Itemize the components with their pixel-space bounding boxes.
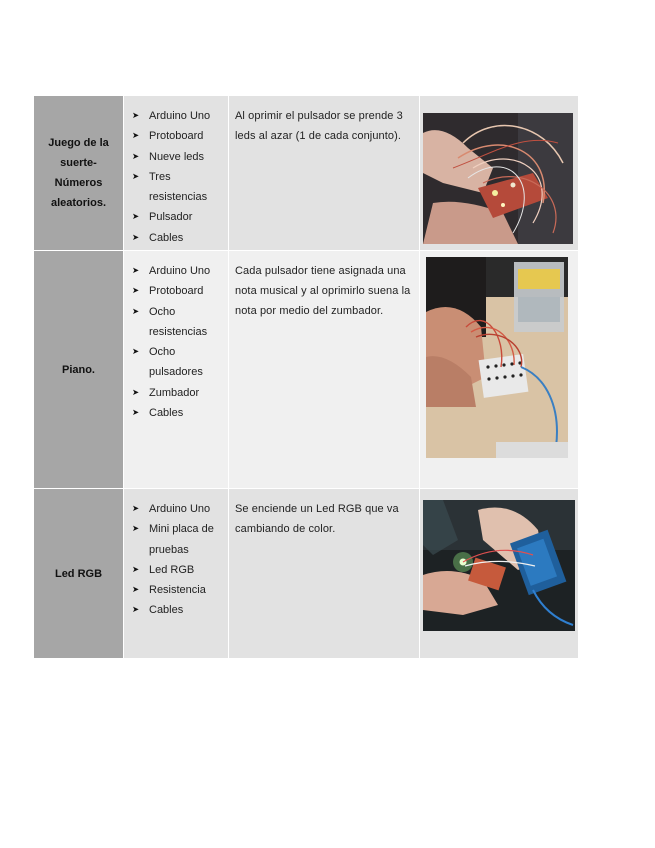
list-item: ➤ Arduino Uno (132, 106, 228, 126)
description-cell (229, 251, 420, 489)
list-item: ➤ Led RGB (132, 560, 228, 580)
project-name-cell (34, 96, 124, 251)
list-item: ➤ Protoboard (132, 281, 228, 301)
list-item: ➤ Tres resistencias (132, 167, 228, 208)
list-item: ➤ Pulsador (132, 207, 228, 227)
photo-cell (420, 96, 579, 251)
project-name-cell (34, 251, 124, 489)
list-item: ➤ Arduino Uno (132, 499, 228, 519)
list-item: ➤ Nueve leds (132, 147, 228, 167)
list-item: ➤ Ocho resistencias (132, 302, 228, 343)
list-item: ➤ Ocho pulsadores (132, 342, 228, 383)
project-name: Led RGB (54, 567, 103, 580)
materials-cell (124, 96, 229, 251)
project-name-cell (34, 489, 124, 659)
materials-list (124, 261, 228, 423)
materials-cell (124, 251, 229, 489)
materials-list (124, 106, 228, 248)
table-row (34, 251, 579, 489)
project-photo-piano (426, 257, 568, 458)
list-item: ➤ Arduino Uno (132, 261, 228, 281)
list-item: ➤ Protoboard (132, 126, 228, 146)
projects-table (33, 95, 579, 659)
description-cell (229, 96, 420, 251)
materials-cell (124, 489, 229, 659)
description-text: Al oprimir el pulsador se prende 3 leds al azar (1 de cada conjunto). (235, 110, 403, 142)
list-item: ➤ Resistencia (132, 580, 228, 600)
project-photo-rgb (423, 500, 575, 631)
list-item: ➤ Cables (132, 228, 228, 248)
project-photo-dice (423, 113, 573, 244)
list-item: ➤ Cables (132, 403, 228, 423)
list-item: ➤ Cables (132, 600, 228, 620)
table-row (34, 96, 579, 251)
project-name: Juego de la suerte- Números aleatorios. (48, 137, 109, 209)
materials-list (124, 499, 228, 621)
description-text: Cada pulsador tiene asignada una nota musical y al oprimirlo suena la nota por medio del zumbador. (235, 265, 411, 317)
project-name: Piano. (61, 363, 95, 376)
photo-cell (420, 251, 579, 489)
list-item: ➤ Zumbador (132, 383, 228, 403)
photo-cell (420, 489, 579, 659)
description-cell (229, 489, 420, 659)
description-text: Se enciende un Led RGB que va cambiando de color. (235, 503, 399, 535)
table-row (34, 489, 579, 659)
list-item: ➤ Mini placa de pruebas (132, 519, 228, 560)
